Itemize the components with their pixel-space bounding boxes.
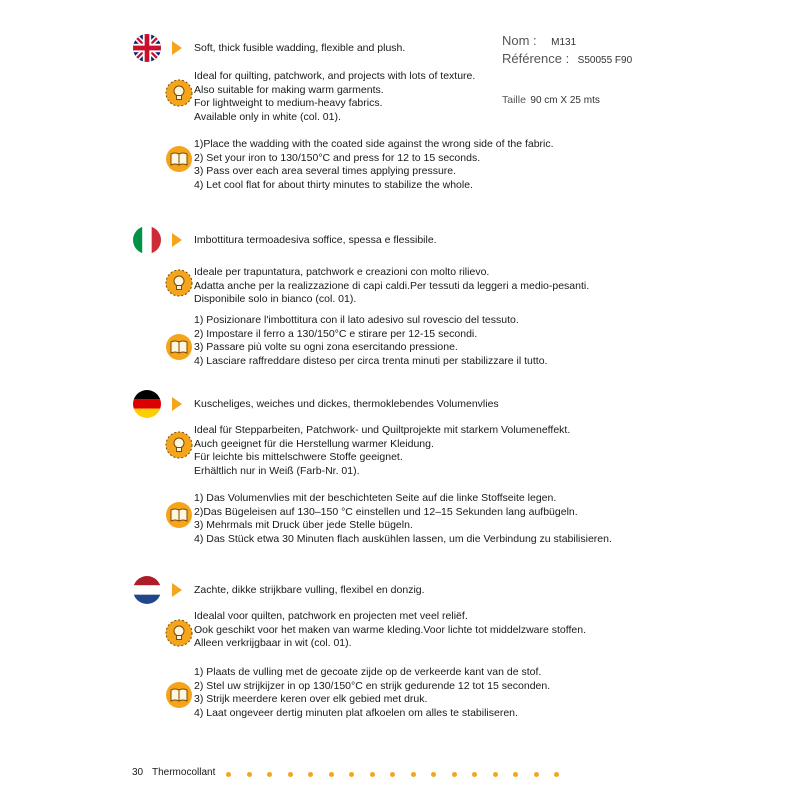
section-title: Thermocollant [152,767,216,778]
footer-dot [370,772,375,777]
footer-dot [288,772,293,777]
germany-flag-icon [133,390,161,418]
info-line: Adatta anche per la realizzazione di capi caldi.Per tessuti da leggeri a medio-pesanti. [194,279,590,292]
steps-block-en [194,138,554,192]
instructions-book-icon [164,144,194,174]
section-intro-en: Soft, thick fusible wadding, flexible and plush. [194,42,406,54]
step-line: 4) Lasciare raffreddare disteso per circa trenta minuti per stabilizzare il tutto. [194,354,548,367]
steps-block-de [194,492,612,546]
arrow-icon [172,397,182,411]
info-line: Alleen verkrijgbaar in wit (col. 01). [194,637,352,649]
section-intro-de: Kuscheliges, weiches und dickes, thermoklebendes Volumenvlies [194,398,499,410]
step-line: 2) Impostare il ferro a 130/150°C e stirare per 12-15 secondi. [194,327,478,340]
nom-label: Nom : [502,33,537,48]
info-line: Ideal for quilting, patchwork, and projects with lots of texture. [194,70,476,82]
info-line: Ideal für Stepparbeiten, Patchwork- und Quiltprojekte mit starkem Volumeneffekt. [194,424,571,436]
step-line: 1)Place the wadding with the coated side against the wrong side of the fabric. [194,138,554,150]
netherlands-flag-icon [133,576,161,604]
footer-dot [554,772,559,777]
instructions-book-icon [164,680,194,710]
footer-dot [452,772,457,777]
step-line: 3) Passare più volte su ogni zona esercitando pressione. [194,341,458,353]
step-line: 1) Plaats de vulling met de gecoate zijde op de verkeerde kant van de stof. [194,666,542,678]
reference-label: Référence : [502,51,570,66]
arrow-icon [172,233,182,247]
info-block-it [194,266,589,307]
italy-flag-icon [133,226,161,254]
info-line: Idealal voor quilten, patchwork en projecten met veel reliëf. [194,610,468,622]
info-line: Also suitable for making warm garments. [194,83,384,96]
info-block-en [194,70,475,124]
step-line: 4) Das Stück etwa 30 Minuten flach auskühlen lassen, um die Verbindung zu stabilisieren. [194,532,612,545]
step-line: 1) Posizionare l'imbottitura con il lato adesivo sul rovescio del tessuto. [194,314,519,326]
reference-value: S50055 F90 [577,55,633,66]
info-line: Ideale per trapuntatura, patchwork e creazioni con molto rilievo. [194,266,490,278]
arrow-icon [172,41,182,55]
footer-dot [431,772,436,777]
page-number: 30 [132,767,144,778]
instructions-book-icon [164,332,194,362]
taille-label: Taille [502,94,526,106]
info-bulb-icon [164,430,194,460]
step-line: 3) Pass over each area several times applying pressure. [194,165,457,177]
footer-dot [329,772,334,777]
info-line: Available only in white (col. 01). [194,110,341,123]
instructions-book-icon [164,500,194,530]
info-line: For lightweight to medium-heavy fabrics. [194,97,383,109]
steps-block-nl [194,666,550,720]
footer-dot [472,772,477,777]
info-line: Für leichte bis mittelschwere Stoffe geeignet. [194,451,403,463]
info-line: Ook geschikt voor het maken van warme kleding.Voor lichte tot middelzware stoffen. [194,623,587,636]
section-intro-it: Imbottitura termoadesiva soffice, spessa e flessibile. [194,234,437,246]
footer-dot [390,772,395,777]
info-block-de [194,424,570,478]
info-bulb-icon [164,268,194,298]
footer-dot [267,772,272,777]
footer-dot [349,772,354,777]
footer-dot [411,772,416,777]
info-line: Erhältlich nur in Weiß (Farb-Nr. 01). [194,464,360,477]
step-line: 4) Let cool flat for about thirty minutes to stabilize the whole. [194,178,473,191]
step-line: 2) Set your iron to 130/150°C and press for 12 to 15 seconds. [194,151,481,164]
step-line: 2)Das Bügeleisen auf 130–150 °C einstellen und 12–15 Sekunden lang aufbügeln. [194,505,578,518]
step-line: 3) Mehrmals mit Druck über jede Stelle bügeln. [194,519,413,531]
info-block-nl [194,610,586,651]
footer-dot [493,772,498,777]
section-intro-nl: Zachte, dikke strijkbare vulling, flexibel en donzig. [194,584,425,596]
step-line: 2) Stel uw strijkijzer in op 130/150°C en strijk gedurende 12 tot 15 seconden. [194,679,551,692]
uk-flag-icon [133,34,161,62]
footer-dot [226,772,231,777]
steps-block-it [194,314,547,368]
info-bulb-icon [164,618,194,648]
footer-dot [513,772,518,777]
taille-value: 90 cm X 25 mts [530,95,600,106]
footer-dot [247,772,252,777]
nom-value: M131 [551,37,577,48]
info-line: Auch geeignet für die Herstellung warmer Kleidung. [194,437,434,450]
footer-dot [534,772,539,777]
arrow-icon [172,583,182,597]
step-line: 1) Das Volumenvlies mit der beschichteten Seite auf die linke Stoffseite legen. [194,492,557,504]
footer-dot [308,772,313,777]
step-line: 3) Strijk meerdere keren over elk gebied met druk. [194,693,428,705]
info-line: Disponibile solo in bianco (col. 01). [194,293,357,305]
info-bulb-icon [164,78,194,108]
step-line: 4) Laat ongeveer dertig minuten plat afkoelen om alles te stabiliseren. [194,706,518,719]
